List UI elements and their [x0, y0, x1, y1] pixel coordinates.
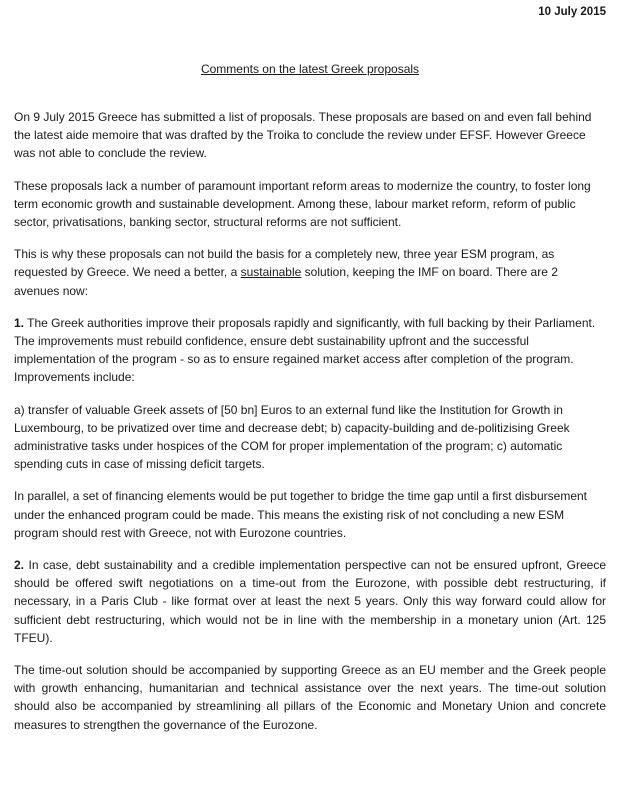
- paragraph-improvements-list: a) transfer of valuable Greek assets of [50 bn] Euros to an external fund like the Institution for Growth in Luxembourg, to be privatized over time and decrease debt; b) capacity-building and de-politizising Greek administrative tasks under hospices of the COM for proper implementation of the program; c) automatic spending cuts in case of missing deficit targets.: [14, 402, 570, 472]
- paragraph-two-avenues-text-a: This is why these proposals can not build the basis for a completely new, three year ESM program, as requested by Greece. We need a better, a: [14, 247, 555, 280]
- underlined-word-sustainable: sustainable: [240, 265, 302, 280]
- document-date: 10 July 2015: [538, 6, 606, 18]
- option-two-text: In case, debt sustainability and a credible implementation perspective can not be ensured upfront, Greece should be offered swift negotiations on a time-out from the Eurozone, with possible debt restructuring, if necessary, in a Paris Club - like format over at least the next 5 years. Only this way forward could allow for sufficient debt restructuring, which would not be in line with the membership in a monetary union (Art. 125 TFEU).: [14, 558, 606, 645]
- option-one-number: 1.: [14, 315, 25, 330]
- paragraph-option-two: [14, 556, 606, 647]
- paragraph-two-avenues-text-b: solution, keeping the IMF on board. There are 2 avenues now:: [14, 265, 558, 298]
- option-two-number: 2.: [14, 558, 25, 573]
- paragraph-financing-bridge: In parallel, a set of financing elements would be put together to bridge the time gap until a first disbursement under the enhanced program could be made. This means the existing risk of not concluding a new ESM program should rest with Greece, not with Eurozone countries.: [14, 489, 587, 540]
- paragraph-lacking-reforms: These proposals lack a number of paramount important reform areas to modernize the country, to foster long term economic growth and sustainable development. Among these, labour market reform, reform of public sector, privatisations, banking sector, structural reforms are not sufficient.: [14, 178, 591, 230]
- paragraph-time-out-solution: The time-out solution should be accompanied by supporting Greece as an EU member and the Greek people with growth enhancing, humanitarian and technical assistance over the next years. The time-out solution should also be accompanied by streamlining all pillars of the Economic and Monetary Union and concrete measures to strengthen the governance of the Eurozone.: [14, 663, 606, 732]
- document-title: Comments on the latest Greek proposals: [200, 62, 420, 76]
- paragraph-two-avenues: [14, 245, 606, 300]
- paragraph-option-one: [14, 314, 606, 387]
- paragraph-intro: On 9 July 2015 Greece has submitted a list of proposals. These proposals are based on and even fall behind the latest aide memoire that was drafted by the Troika to conclude the review under EFSF. However Greece was not able to conclude the review.: [14, 110, 592, 161]
- option-one-text: The Greek authorities improve their proposals rapidly and significantly, with full backing by their Parliament. The improvements must rebuild confidence, ensure debt sustainability upfront and the successful implementation of the program - so as to ensure regained market access after completion of the program. Improvements include:: [14, 315, 596, 385]
